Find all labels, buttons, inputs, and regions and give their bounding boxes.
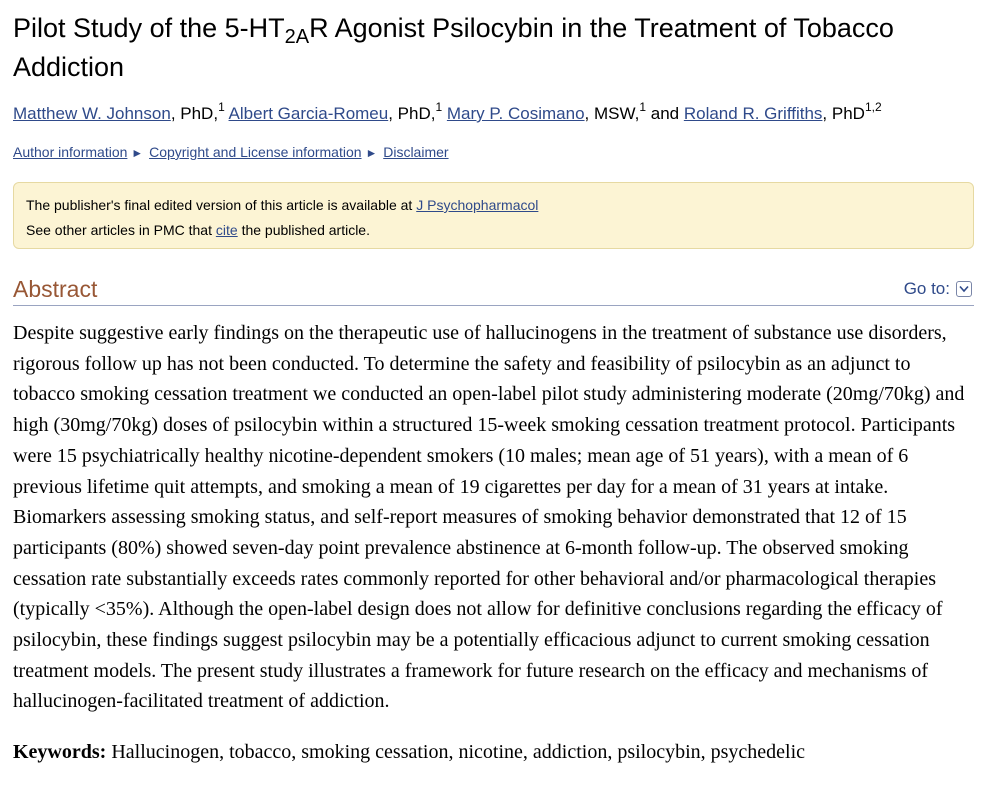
author-suffix: , PhD, (170, 104, 219, 123)
author-list (13, 102, 974, 126)
author-link-cosimano[interactable]: Mary P. Cosimano (446, 104, 585, 123)
author-conjunction: and (650, 104, 680, 123)
article-page (13, 0, 974, 767)
author-link-garcia-romeu[interactable]: Albert Garcia-Romeu (228, 104, 389, 123)
publisher-notice-box (13, 182, 974, 249)
author-affiliation[interactable]: 1 (435, 100, 443, 114)
triangle-right-icon[interactable]: ► (131, 146, 144, 160)
keywords-list: Hallucinogen, tobacco, smoking cessation, nicotine, addiction, psilocybin, psychedelic (111, 741, 806, 764)
disclaimer-link[interactable]: Disclaimer (383, 144, 449, 160)
author-suffix: , MSW, (584, 104, 640, 123)
abstract-section-header (13, 274, 974, 306)
notice-line-2 (26, 218, 961, 243)
keywords-line (13, 737, 974, 767)
author-affiliation[interactable]: 1 (218, 100, 225, 114)
author-suffix: , PhD (822, 104, 865, 123)
author-information-link[interactable]: Author information (13, 144, 128, 160)
notice-text: See other articles in PMC that (26, 222, 212, 238)
title-part-2: R Agonist Psilocybin in the Treatment of Tobacco Addiction (13, 13, 894, 82)
goto-label[interactable]: Go to: (903, 279, 950, 298)
cite-link[interactable]: cite (215, 222, 238, 238)
chevron-down-icon[interactable] (956, 281, 972, 297)
copyright-license-link[interactable]: Copyright and License information (149, 144, 362, 160)
author-suffix: , PhD, (388, 104, 436, 123)
goto-menu-button[interactable] (904, 279, 972, 299)
abstract-heading: Abstract (13, 276, 98, 302)
notice-text: the published article. (241, 222, 370, 238)
author-affiliation[interactable]: 1 (639, 100, 646, 114)
abstract-text: Despite suggestive early findings on the therapeutic use of hallucinogens in the treatment of substance use disorders, rigorous follow up has not been conducted. To determine the safety and feasibility of psilocybin as an adjunct to tobacco smoking cessation treatment we conducted an open-label pilot study administering moderate (20mg/70kg) and high (30mg/70kg) doses of psilocybin within a structured 15-week smoking cessation treatment protocol. Participants were 15 psychiatrically healthy nicotine-dependent smokers (10 males; mean age of 51 years), with a mean of 6 previous lifetime quit attempts, and smoking a mean of 19 cigarettes per day for a mean of 31 years at intake. Biomarkers assessing smoking status, and self-report measures of smoking behavior demonstrated that 12 of 15 participants (80%) showed seven-day point prevalence abstinence at 6-month follow-up. The observed smoking cessation rate substantially exceeds rates commonly reported for other behavioral and/or pharmacological therapies (typically <35%). Although the open-label design does not allow for definitive conclusions regarding the efficacy of psilocybin, these findings suggest psilocybin may be a potentially efficacious adjunct to current smoking cessation treatment models. The present study illustrates a framework for future research on the efficacy and mechanisms of hallucinogen-facilitated treatment of addiction. (13, 322, 965, 713)
article-meta-links (13, 142, 974, 163)
title-part-1: Pilot Study of the 5-HT (13, 13, 285, 43)
journal-link[interactable]: J Psychopharmacol (416, 197, 539, 213)
keywords-label: Keywords: (13, 741, 107, 764)
author-link-griffiths[interactable]: Roland R. Griffiths (683, 104, 823, 123)
title-subscript: 2A (284, 26, 310, 48)
author-affiliation[interactable]: 1,2 (864, 100, 882, 114)
article-title (13, 9, 974, 87)
notice-line-1 (26, 193, 961, 218)
author-link-johnson[interactable]: Matthew W. Johnson (13, 104, 171, 123)
notice-text: The publisher's final edited version of this article is available at (26, 197, 413, 213)
triangle-right-icon[interactable]: ► (365, 146, 378, 160)
